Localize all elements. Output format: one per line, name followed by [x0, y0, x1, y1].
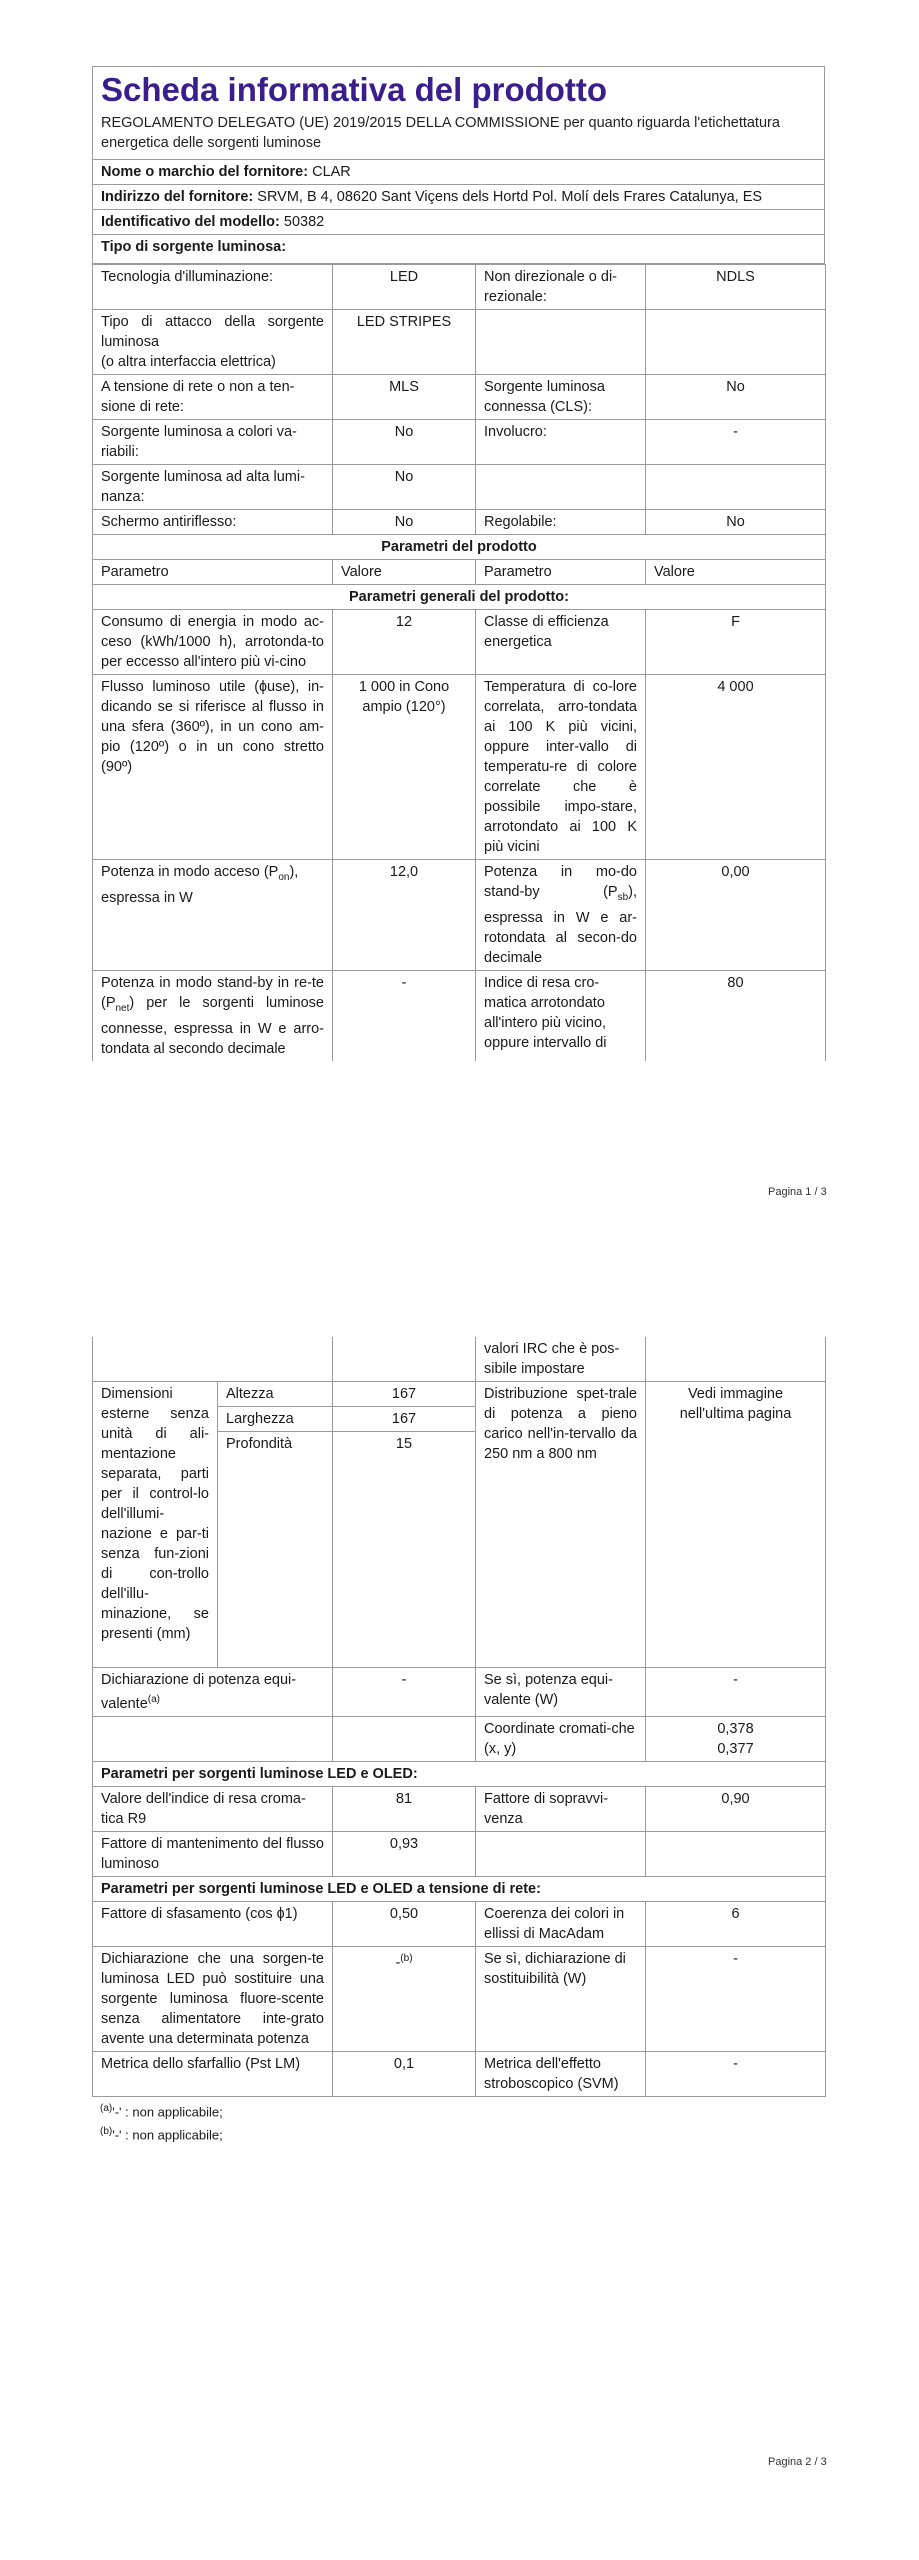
page-number: Pagina 2 / 3 — [768, 2456, 827, 2468]
footnote-b: $^{(b)}$'-' : non applicabile; — [100, 2126, 223, 2143]
table-row: Potenza in modo acceso $(P_{on})$, espressa in W 12,0 Potenza in mo-do stand-by $(P_{sb})$, espressa in W e ar-rotondata al secon-do decimale 0,00 — [93, 860, 826, 971]
table-row: Parametri per sorgenti luminose LED e OLED a tensione di rete: — [93, 1876, 826, 1901]
footnote-a: $^{(a)}$'-' : non applicabile; — [100, 2102, 223, 2120]
page-1 — [92, 66, 825, 1061]
table-row: Tecnologia d'illuminazione: LED Non direzionale o di-rezionale: NDLS — [93, 265, 826, 310]
table-row: Tipo di attacco della sorgente luminosa (o altra interfaccia elettrica) LED STRIPES — [93, 310, 826, 375]
supplier-name-row: Nome o marchio del fornitore: CLAR — [93, 159, 824, 184]
supplier-address-row: Indirizzo del fornitore: SRVM, B 4, 08620 Sant Viçens dels Hortd Pol. Molí dels Frares Catalunya, ES — [93, 184, 824, 209]
table-row: Flusso luminoso utile (ɸuse), in-dicando se si riferisce al flusso in una sfera (360º), in un cono am-pio (120º) o in un cono stretto (90º) 1 000 in Cono ampio (120°) Temperatura di co-lore correlata, arro-tondata ai 100 K più vicini, oppure inter-vallo di temperatu-re di colore correlate che è possibile impo-stare, arrotondato ai 100 K più vicini 4 000 — [93, 675, 826, 860]
table-row: Parametri generali del prodotto: — [93, 585, 826, 610]
light-source-type-row: Tipo di sorgente luminosa: — [93, 234, 824, 263]
table-row: Consumo di energia in modo ac-ceso (kWh/1000 h), arrotonda-to per eccesso all'intero più vi-cino 12 Classe di efficienza energetica F — [93, 610, 826, 675]
table-row: Fattore di sfasamento (cos ɸ1) 0,50 Coerenza dei colori in ellissi di MacAdam 6 — [93, 1901, 826, 1946]
table-row: Sorgente luminosa ad alta lumi-nanza: No — [93, 465, 826, 510]
table-row: Larghezza 167 — [93, 1407, 826, 1432]
type-table — [92, 264, 826, 1061]
table-row: Dichiarazione di potenza equi-valente$^{(a)}$ - Se sì, potenza equi-valente (W) - — [93, 1668, 826, 1717]
params-continued-table — [92, 1337, 826, 2097]
table-row: Profondità 15 — [93, 1432, 826, 1668]
table-row: valori IRC che è pos-sibile impostare — [93, 1337, 826, 1382]
table-row: A tensione di rete o non a ten-sione di rete: MLS Sorgente luminosa connessa (CLS): No — [93, 375, 826, 420]
page-2 — [92, 1337, 825, 2145]
table-row: Coordinate cromati-che (x, y) 0,378 0,377 — [93, 1716, 826, 1761]
table-row: Fattore di mantenimento del flusso luminoso 0,93 — [93, 1831, 826, 1876]
table-row: Dichiarazione che una sorgen-te luminosa LED può sostituire una sorgente luminosa fluore-scente senza alimentatore inte-grato avente una determinata potenza -$^{(b)}$ Se sì, dichiarazione di sostituibilità (W) - — [93, 1946, 826, 2051]
table-row: Metrica dello sfarfallio (Pst LM) 0,1 Metrica dell'effetto stroboscopico (SVM) - — [93, 2051, 826, 2096]
table-row: Parametri del prodotto — [93, 535, 826, 560]
page-title: Scheda informativa del prodotto — [101, 71, 608, 108]
table-row: Potenza in modo stand-by in re-te $(P_{net})$ per le sorgenti luminose connesse, espressa in W e arro-tondata al secondo decimale - Indice di resa cro-matica arrotondato all'intero più vicino, oppure intervallo di 80 — [93, 970, 826, 1060]
regulation-text: REGOLAMENTO DELEGATO (UE) 2019/2015 DELLA COMMISSIONE per quanto riguarda l'etichettatura energetica delle sorgenti luminose — [101, 115, 780, 151]
model-id-row: Identificativo del modello: 50382 — [93, 209, 824, 234]
table-row: Valore dell'indice di resa croma-tica R9 81 Fattore di sopravvi-venza 0,90 — [93, 1786, 826, 1831]
table-row: Schermo antiriflesso: No Regolabile: No — [93, 510, 826, 535]
table-header-row: Parametro Valore Parametro Valore — [93, 560, 826, 585]
table-row: Parametri per sorgenti luminose LED e OLED: — [93, 1761, 826, 1786]
table-row: Sorgente luminosa a colori va-riabili: No Involucro: - — [93, 420, 826, 465]
product-sheet-header — [92, 66, 825, 264]
page-number: Pagina 1 / 3 — [768, 1186, 827, 1198]
table-row: Dimensioni esterne senza unità di ali-mentazione separata, parti per il control-lo dell'illumi-nazione e par-ti senza fun-zioni di con-trollo dell'illu-minazione, se presenti (mm) Altezza 167 Distribuzione spet-trale di potenza a pieno carico nell'in-tervallo da 250 nm a 800 nm Vedi immagine nell'ultima pagina — [93, 1382, 826, 1407]
